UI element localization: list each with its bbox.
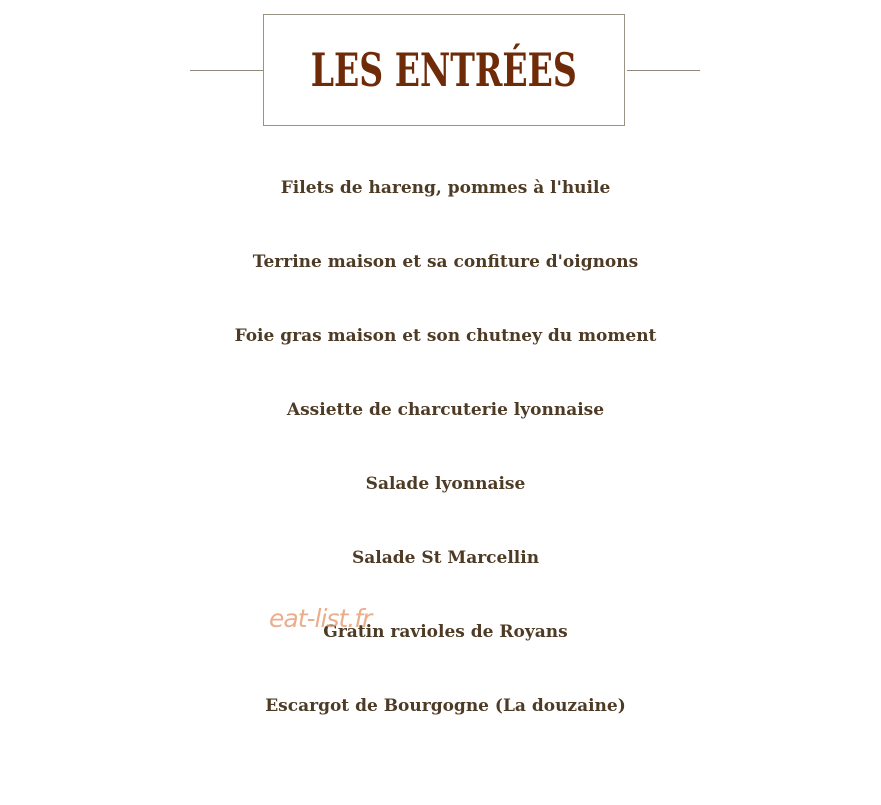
starters-list (0, 170, 881, 762)
menu-item-foie-gras: Foie gras maison et son chutney du moment (234, 326, 657, 346)
menu-item-escargot: Escargot de Bourgogne (La douzaine) (265, 696, 626, 716)
menu-item-salade-lyonnaise: Salade lyonnaise (365, 474, 526, 494)
watermark: eat-list.fr (269, 604, 372, 633)
header-rule-right (627, 70, 700, 71)
title-frame (263, 14, 625, 126)
menu-item-terrine: Terrine maison et sa confiture d'oignons (252, 252, 639, 272)
menu-item-salade-st-marcellin: Salade St Marcellin (351, 548, 540, 568)
section-title: LES ENTRÉES (310, 43, 578, 97)
section-header (0, 14, 881, 128)
menu-item-hareng: Filets de hareng, pommes à l'huile (280, 178, 611, 198)
menu-item-gratin-ravioles: Gratin ravioles de Royans (323, 622, 568, 642)
header-rule-left (190, 70, 264, 71)
menu-item-charcuterie: Assiette de charcuterie lyonnaise (286, 400, 605, 420)
